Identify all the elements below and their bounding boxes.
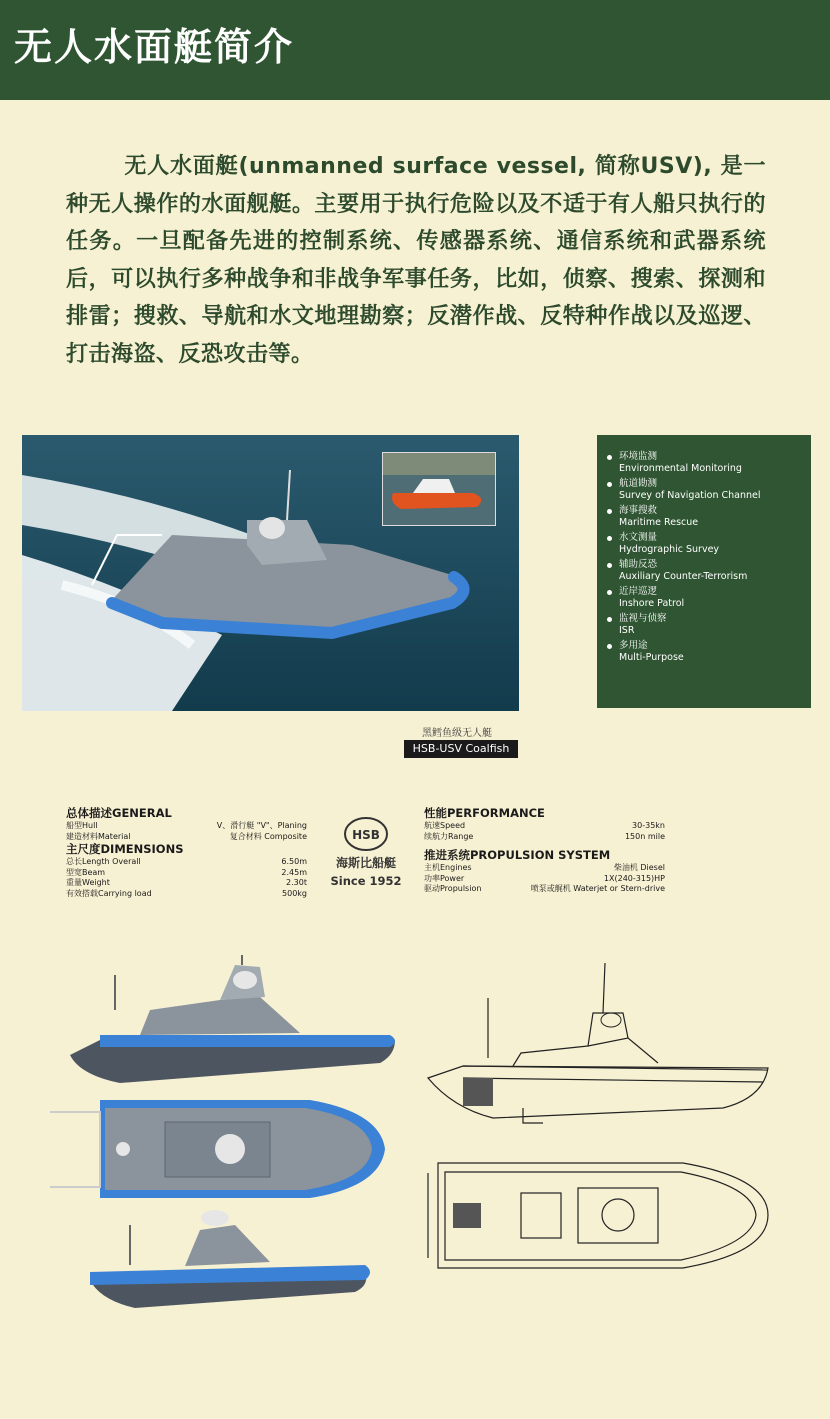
intro-text: 无人水面艇(unmanned surface vessel, 简称USV), 是一种无人操作的水面舰艇。主要用于执行危险以及不适于有人船只执行的任务。一旦配备先进的控制系统、传感器系统、通信系统和武器系统后，可以执行多种战争和非战争军事任务，比如，侦察、搜索、探测和排雷；搜救、导航和水文地理勘察；反潜作战、反特种作战以及巡逻、打击海盗、反恐攻击等。	[66, 154, 766, 367]
model-name-zh: 黑鳕鱼级无人艇	[422, 728, 492, 739]
spec-heading: 总体描述GENERAL	[66, 806, 172, 820]
spec-row: 重量Weight 2.30t	[66, 878, 307, 887]
spec-heading: 推进系统PROPULSION SYSTEM	[424, 848, 611, 862]
spec-row: 驱动Propulsion 喷泵或艉机 Waterjet or Stern-drive	[424, 884, 665, 893]
boat-perspective-render	[85, 1200, 375, 1319]
spec-row: 型宽Beam 2.45m	[66, 867, 307, 877]
model-name-en: HSB-USV Coalfish	[404, 740, 518, 758]
line-drawing-top-view	[423, 1158, 773, 1277]
spec-row: 续航力Range 150n mile	[424, 831, 665, 841]
spec-heading: 性能PERFORMANCE	[424, 806, 545, 820]
feature-panel	[597, 435, 811, 708]
rescue-boat-inset-photo	[382, 452, 496, 526]
spec-heading: 主尺度DIMENSIONS	[66, 842, 184, 856]
title-banner	[0, 0, 830, 100]
line-drawing-side-view	[423, 958, 773, 1132]
feature-item: 近岸巡逻 Inshore Patrol	[619, 586, 811, 610]
spec-general	[66, 806, 307, 899]
feature-item: 航道勘测 Survey of Navigation Channel	[619, 478, 811, 502]
feature-item: 监视与侦察 ISR	[619, 613, 811, 637]
logo-name: 海斯比船艇	[335, 856, 397, 870]
logo-mark: HSB	[352, 828, 380, 842]
feature-item: 海事搜救 Maritime Rescue	[619, 505, 811, 529]
boat-top-render	[40, 1092, 390, 1211]
logo-since: Since 1952	[330, 874, 402, 888]
boat-side-render	[60, 955, 400, 1094]
spec-row: 总长Length Overall 6.50m	[66, 857, 307, 866]
feature-item: 辅助反恐 Auxiliary Counter-Terrorism	[619, 559, 811, 583]
spec-row: 船型Hull V、滑行艇 "V"、Planing	[66, 821, 307, 830]
feature-item: 多用途 Multi-Purpose	[619, 640, 811, 664]
intro-paragraph	[66, 148, 766, 373]
spec-row: 功率Power 1X(240-315)HP	[424, 873, 665, 883]
spec-row: 有效搭载Carrying load 500kg	[66, 888, 307, 898]
feature-item: 环境监测 Environmental Monitoring	[619, 451, 811, 475]
page-title: 无人水面艇简介	[14, 25, 295, 69]
company-logo	[326, 812, 406, 892]
feature-item: 水文测量 Hydrographic Survey	[619, 532, 811, 556]
spec-row: 航速Speed 30-35kn	[424, 821, 665, 830]
spec-performance	[424, 806, 665, 895]
spec-row: 建造材料Material 复合材料 Composite	[66, 831, 307, 841]
spec-row: 主机Engines 柴油机 Diesel	[424, 863, 665, 872]
